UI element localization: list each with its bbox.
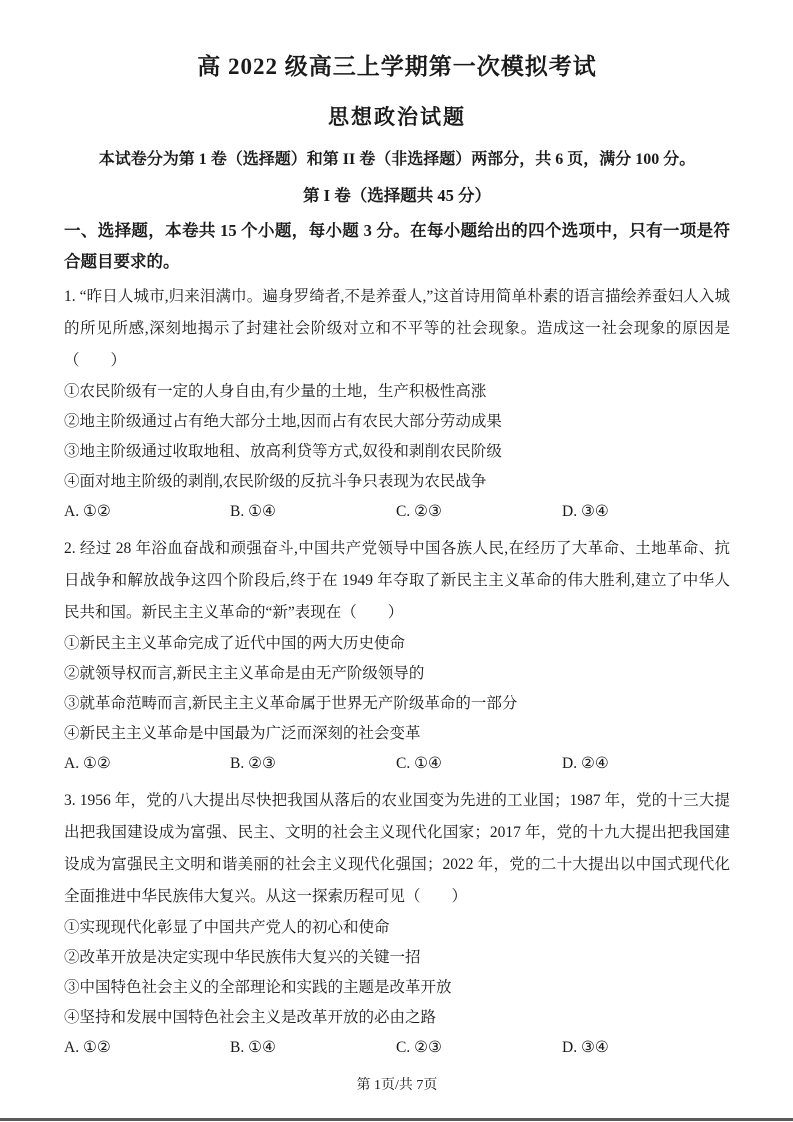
question-3-choice-c: C. ②③ [396, 1039, 442, 1056]
question-3-item-3: ③中国特色社会主义的全部理论和实践的主题是改革开放 [64, 979, 452, 996]
question-3-item-4: ④坚持和发展中国特色社会主义是改革开放的必由之路 [64, 1009, 437, 1026]
question-3-choices [64, 1033, 730, 1063]
question-2-stem: 2. 经过 28 年浴血奋战和顽强奋斗,中国共产党领导中国各族人民,在经历了大革命、土地革命、抗日战争和解放战争这四个阶段后,终于在 1949 年夺取了新民主主义革命的伟大胜利,建立了中华人民共和国。新民主主义革命的“新”表现在（ ） [64, 540, 730, 621]
question-2-item-1: ①新民主主义革命完成了近代中国的两大历史使命 [64, 635, 406, 652]
question-3-choice-a: A. ①② [64, 1039, 111, 1056]
question-2-choices [64, 749, 730, 779]
question-2-choice-a: A. ①② [64, 755, 111, 772]
question-2-choice-b: B. ②③ [230, 755, 276, 772]
question-1-choice-a: A. ①② [64, 503, 111, 520]
question-1-choice-d: D. ③④ [562, 503, 609, 520]
section-1-instructions: 一、选择题，本卷共 15 个小题，每小题 3 分。在每小题给出的四个选项中，只有一项是符合题目要求的。 [64, 221, 730, 271]
question-2 [64, 533, 730, 779]
question-1 [64, 281, 730, 527]
question-3-choice-b: B. ①④ [230, 1039, 276, 1056]
section-1-heading: 第 I 卷（选择题共 45 分） [303, 186, 491, 205]
question-3-item-1: ①实现现代化彰显了中国共产党人的初心和使命 [64, 919, 390, 936]
question-1-choice-c: C. ②③ [396, 503, 442, 520]
page-number: 第 1页/共 7页 [356, 1078, 438, 1093]
question-1-item-2: ②地主阶级通过占有绝大部分土地,因而占有农民大部分劳动成果 [64, 413, 502, 430]
exam-subtitle: 思想政治试题 [328, 105, 466, 129]
exam-intro-note: 本试卷分为第 1 卷（选择题）和第 II 卷（非选择题）两部分，共 6 页，满分 100 分。 [98, 151, 696, 168]
question-1-choices [64, 497, 730, 527]
scan-edge-line [0, 1118, 793, 1121]
question-1-choice-b: B. ①④ [230, 503, 276, 520]
question-2-choice-d: D. ②④ [562, 755, 609, 772]
question-2-item-2: ②就领导权而言,新民主主义革命是由无产阶级领导的 [64, 665, 425, 682]
question-2-choice-c: C. ①④ [396, 755, 442, 772]
question-3-item-2: ②改革开放是决定实现中华民族伟大复兴的关键一招 [64, 949, 421, 966]
exam-title: 高 2022 级高三上学期第一次模拟考试 [197, 54, 597, 79]
question-1-item-1: ①农民阶级有一定的人身自由,有少量的土地，生产积极性高涨 [64, 383, 487, 400]
question-2-item-3: ③就革命范畴而言,新民主主义革命属于世界无产阶级革命的一部分 [64, 695, 518, 712]
question-1-item-4: ④面对地主阶级的剥削,农民阶级的反抗斗争只表现为农民战争 [64, 473, 487, 490]
question-1-item-3: ③地主阶级通过收取地租、放高利贷等方式,奴役和剥削农民阶级 [64, 443, 502, 460]
question-1-stem: 1. “昨日人城市,归来泪满巾。遍身罗绮者,不是养蚕人,”这首诗用简单朴素的语言描绘养蚕妇人入城的所见所感,深刻地揭示了封建社会阶级对立和不平等的社会现象。造成这一社会现象的原因是（ ） [64, 288, 730, 369]
question-3 [64, 785, 730, 1063]
question-3-choice-d: D. ③④ [562, 1039, 609, 1056]
question-3-stem: 3. 1956 年，党的八大提出尽快把我国从落后的农业国变为先进的工业国；1987 年，党的十三大提出把我国建设成为富强、民主、文明的社会主义现代化国家；2017 年，党的十九大提出把我国建设成为富强民主文明和谐美丽的社会主义现代化强国；2022 年，党的二十大提出以中国式现代化全面推进中华民族伟大复兴。从这一探索历程可见（ ） [64, 792, 730, 905]
question-2-item-4: ④新民主主义革命是中国最为广泛而深刻的社会变革 [64, 725, 421, 742]
